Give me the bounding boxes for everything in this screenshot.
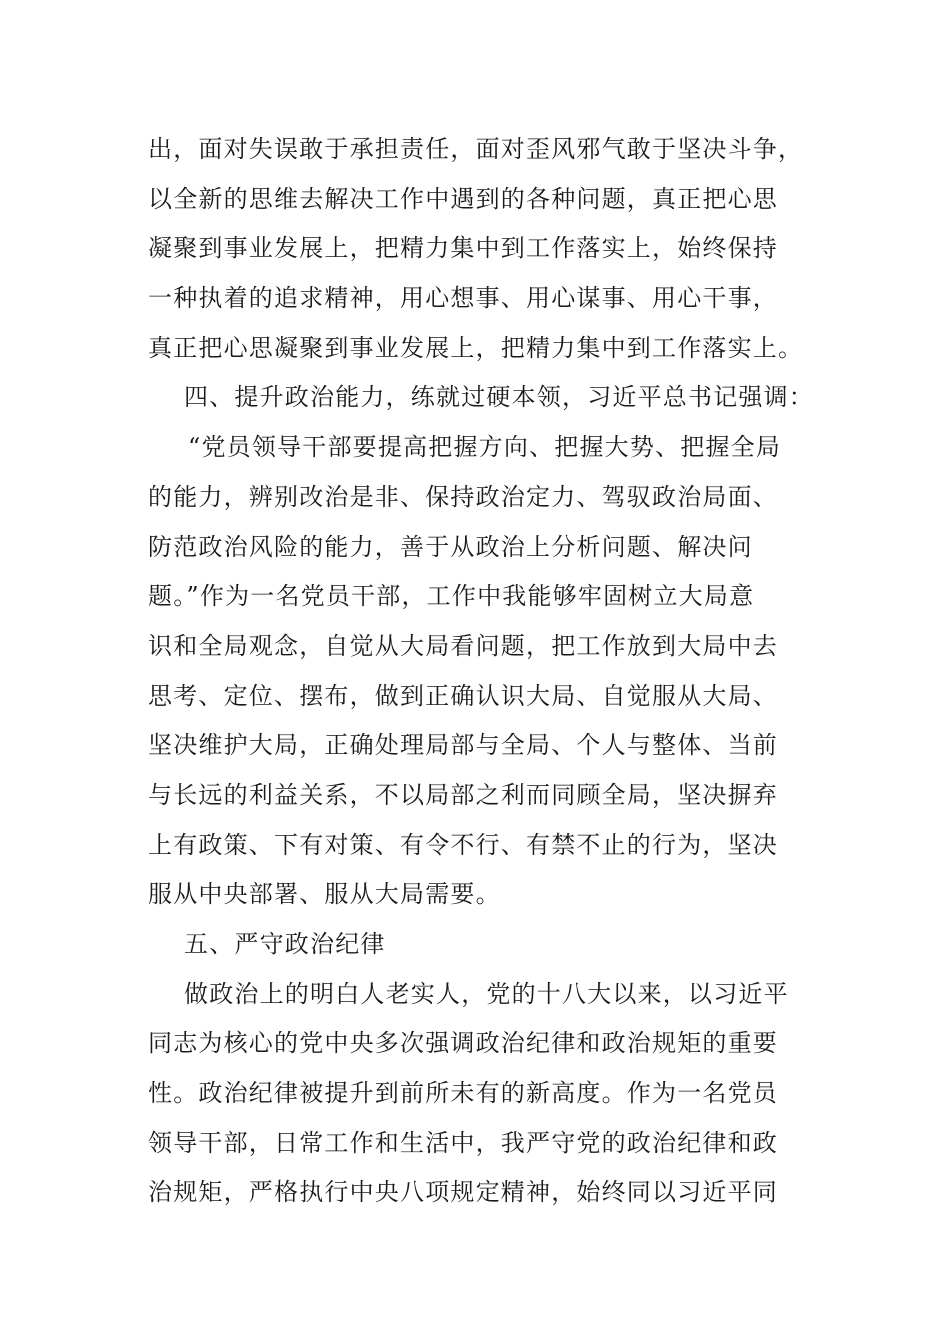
text-line: 领导干部，日常工作和生活中，我严守党的政治纪律和政 [148, 1128, 778, 1157]
text-line: 防范政治风险的能力，善于从政治上分析问题、解决问 [148, 532, 753, 561]
text-line: 的能力，辨别改治是非、保持政治定力、驾驭政治局面、 [148, 482, 778, 511]
text-line: 上有政策、下有对策、有令不行、有禁不止的行为，坚决 [148, 830, 778, 859]
text-line: 服从中央部署、服从大局需要。 [148, 880, 501, 909]
section-heading-4: 四、提升政治能力，练就过硬本领，习近平总书记强调： [184, 383, 814, 412]
text-line: 识和全局观念，自觉从大局看问题，把工作放到大局中去 [148, 631, 778, 660]
text-line: 题。”作为一名党员干部，工作中我能够牢固树立大局意 [148, 582, 755, 611]
text-line: 做政治上的明白人老实人，党的十八大以来，以习近平 [184, 979, 789, 1008]
text-line: 治规矩，严格执行中央八项规定精神，始终同以习近平同 [148, 1178, 778, 1207]
text-line: 坚决维护大局，正确处理局部与全局、个人与整体、当前 [148, 731, 778, 760]
text-line: 出，面对失误敢于承担责任，面对歪风邪气敢于坚决斗争， [148, 135, 804, 163]
text-line: 以全新的思维去解决工作中遇到的各种问题，真正把心思 [148, 184, 778, 213]
text-line: 凝聚到事业发展上，把精力集中到工作落实上，始终保持 [148, 234, 778, 263]
text-line: 性。政治纪律被提升到前所未有的新高度。作为一名党员 [148, 1079, 778, 1108]
section-heading-5: 五、严守政治纪律 [184, 930, 386, 958]
text-line: 与长远的利益关系，不以局部之利而同顾全局，坚决摒弃 [148, 780, 778, 809]
text-line: 思考、定位、摆布，做到正确认识大局、自觉服从大局、 [148, 681, 778, 710]
text-line: 同志为核心的党中央多次强调政治纪律和政治规矩的重要 [148, 1029, 778, 1058]
text-line: 真正把心思凝聚到事业发展上，把精力集中到工作落实上。 [148, 333, 804, 362]
text-line: 一种执着的追求精神，用心想事、用心谋事、用心干事， [148, 284, 778, 313]
body-text [148, 125, 828, 1218]
text-line: “党员领导干部要提高把握方向、把握大势、把握全局 [188, 433, 782, 462]
